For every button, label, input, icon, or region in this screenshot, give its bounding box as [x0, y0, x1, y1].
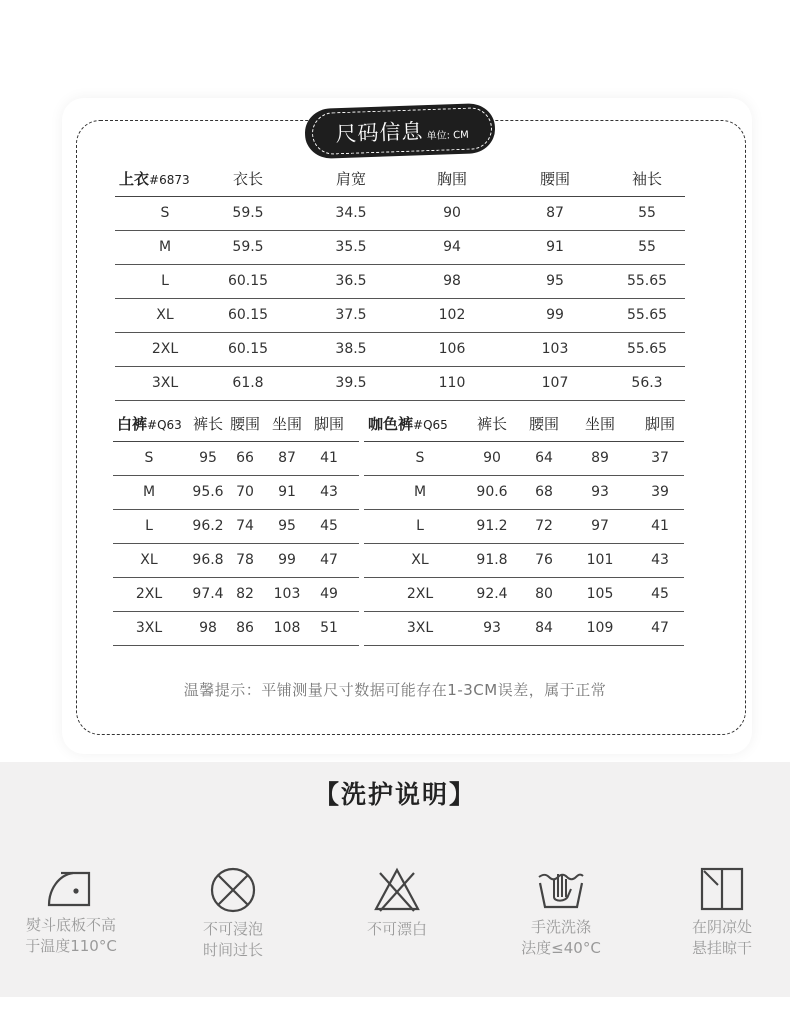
value-cell: 94 [443, 239, 461, 255]
table-row [113, 442, 359, 476]
value-cell: 98 [199, 620, 217, 636]
table-row [113, 544, 359, 578]
table-header-row [113, 408, 359, 442]
care-item-handwash [491, 865, 631, 959]
column-header: 腰围 [539, 170, 570, 188]
value-cell: 101 [586, 552, 614, 568]
value-cell: 59.5 [232, 239, 264, 255]
value-cell: 103 [273, 586, 301, 602]
care-label-line: 熨斗底板不高 [25, 916, 116, 934]
value-cell: 87 [278, 450, 296, 466]
value-cell: 45 [320, 518, 338, 534]
value-cell: 90.6 [476, 484, 508, 500]
table-code: #Q63 [147, 418, 182, 432]
value-cell: 91.8 [476, 552, 508, 568]
value-cell: 47 [320, 552, 338, 568]
value-cell: 74 [236, 518, 254, 534]
table-code: #Q65 [413, 418, 448, 432]
value-cell: 49 [320, 586, 338, 602]
column-header: 裤长 [476, 415, 507, 433]
value-cell: 92.4 [476, 586, 508, 602]
table-row [364, 510, 684, 544]
value-cell: 80 [535, 586, 553, 602]
coffee-pants-size-table [364, 408, 684, 646]
value-cell: 98 [443, 273, 461, 289]
table-row [115, 197, 685, 231]
care-label-line: 手洗洗涤 [530, 918, 591, 936]
value-cell: 34.5 [335, 205, 367, 221]
value-cell: 97.4 [192, 586, 224, 602]
value-cell: 78 [236, 552, 254, 568]
size-cell: XL [156, 307, 174, 323]
care-item-hang-dry [652, 865, 790, 959]
size-cell: M [413, 484, 427, 500]
table-row [115, 367, 685, 401]
table-row [364, 544, 684, 578]
value-cell: 43 [320, 484, 338, 500]
size-cell: 3XL [135, 620, 163, 636]
table-header-row [364, 408, 684, 442]
hand-wash-icon [535, 865, 587, 913]
size-cell: 3XL [151, 375, 179, 391]
value-cell: 105 [586, 586, 614, 602]
value-cell: 93 [483, 620, 501, 636]
value-cell: 55 [638, 239, 656, 255]
value-cell: 37 [651, 450, 669, 466]
size-cell: S [415, 450, 425, 466]
value-cell: 55.65 [626, 273, 668, 289]
care-label-line: 不可浸泡 [202, 920, 263, 938]
value-cell: 89 [591, 450, 609, 466]
table-row [115, 299, 685, 333]
care-label-line: 不可漂白 [366, 920, 427, 938]
value-cell: 99 [546, 307, 564, 323]
do-not-soak-icon [208, 865, 258, 915]
table-row [115, 231, 685, 265]
value-cell: 39.5 [335, 375, 367, 391]
hang-dry-shade-icon [698, 865, 746, 913]
value-cell: 60.15 [227, 307, 269, 323]
table-row [364, 476, 684, 510]
value-cell: 93 [591, 484, 609, 500]
table-name [117, 408, 182, 441]
size-cell: 3XL [406, 620, 434, 636]
value-cell: 95 [278, 518, 296, 534]
size-cell: XL [140, 552, 158, 568]
column-header: 袖长 [631, 170, 662, 188]
value-cell: 90 [483, 450, 501, 466]
table-row [113, 476, 359, 510]
do-not-bleach-icon [372, 865, 422, 915]
value-cell: 95 [199, 450, 217, 466]
value-cell: 82 [236, 586, 254, 602]
value-cell: 45 [651, 586, 669, 602]
size-cell: M [158, 239, 172, 255]
table-row [364, 578, 684, 612]
size-cell: L [416, 518, 424, 534]
value-cell: 106 [438, 341, 466, 357]
section-title: 尺码信息 [335, 119, 424, 147]
size-cell: S [160, 205, 170, 221]
care-label-line: 法度≤40°C [521, 939, 601, 957]
column-header: 坐围 [271, 415, 302, 433]
value-cell: 86 [236, 620, 254, 636]
table-name-text: 咖色裤 [368, 415, 414, 433]
size-cell: 2XL [406, 586, 434, 602]
table-row [113, 510, 359, 544]
care-label-line: 悬挂晾干 [691, 939, 752, 957]
value-cell: 39 [651, 484, 669, 500]
size-cell: L [161, 273, 169, 289]
column-header: 裤长 [192, 415, 223, 433]
value-cell: 37.5 [335, 307, 367, 323]
value-cell: 95 [546, 273, 564, 289]
measurement-tip: 温馨提示：平铺测量尺寸数据可能存在1-3CM误差，属于正常 [183, 681, 607, 699]
value-cell: 55.65 [626, 307, 668, 323]
size-cell: S [144, 450, 154, 466]
value-cell: 64 [535, 450, 553, 466]
value-cell: 99 [278, 552, 296, 568]
size-cell: XL [411, 552, 429, 568]
care-label-line: 于温度110°C [25, 937, 117, 955]
table-row [364, 612, 684, 646]
column-header: 胸围 [436, 170, 467, 188]
iron-icon [43, 865, 99, 911]
column-header: 脚围 [313, 415, 344, 433]
unit-label: 单位: CM [426, 129, 469, 142]
table-header-row [115, 163, 685, 197]
table-name-text: 白裤 [117, 415, 148, 433]
table-name [368, 408, 448, 441]
table-row [113, 578, 359, 612]
care-item-soak [163, 865, 303, 961]
table-row [113, 612, 359, 646]
column-header: 脚围 [644, 415, 675, 433]
care-label-line: 在阴凉处 [691, 918, 752, 936]
title-badge-inner [311, 107, 492, 155]
value-cell: 91.2 [476, 518, 508, 534]
value-cell: 90 [443, 205, 461, 221]
table-row [115, 333, 685, 367]
table-code: #6873 [149, 173, 190, 187]
value-cell: 107 [541, 375, 569, 391]
value-cell: 96.8 [192, 552, 224, 568]
value-cell: 109 [586, 620, 614, 636]
value-cell: 110 [438, 375, 466, 391]
value-cell: 95.6 [192, 484, 224, 500]
value-cell: 59.5 [232, 205, 264, 221]
value-cell: 38.5 [335, 341, 367, 357]
value-cell: 103 [541, 341, 569, 357]
column-header: 坐围 [584, 415, 615, 433]
care-label-line: 时间过长 [202, 941, 263, 959]
column-header: 衣长 [232, 170, 263, 188]
value-cell: 108 [273, 620, 301, 636]
value-cell: 72 [535, 518, 553, 534]
value-cell: 87 [546, 205, 564, 221]
column-header: 腰围 [229, 415, 260, 433]
value-cell: 56.3 [631, 375, 663, 391]
value-cell: 70 [236, 484, 254, 500]
table-row [115, 265, 685, 299]
value-cell: 35.5 [335, 239, 367, 255]
size-cell: M [142, 484, 156, 500]
value-cell: 43 [651, 552, 669, 568]
value-cell: 91 [278, 484, 296, 500]
value-cell: 55 [638, 205, 656, 221]
white-pants-size-table [113, 408, 359, 646]
value-cell: 91 [546, 239, 564, 255]
care-title: 【洗护说明】 [313, 780, 476, 809]
value-cell: 47 [651, 620, 669, 636]
value-cell: 84 [535, 620, 553, 636]
value-cell: 51 [320, 620, 338, 636]
value-cell: 60.15 [227, 341, 269, 357]
column-header: 肩宽 [335, 170, 366, 188]
value-cell: 61.8 [232, 375, 264, 391]
value-cell: 36.5 [335, 273, 367, 289]
value-cell: 102 [438, 307, 466, 323]
value-cell: 96.2 [192, 518, 224, 534]
size-cell: 2XL [151, 341, 179, 357]
column-header: 腰围 [528, 415, 559, 433]
table-name [119, 163, 190, 196]
size-cell: 2XL [135, 586, 163, 602]
value-cell: 55.65 [626, 341, 668, 357]
value-cell: 41 [651, 518, 669, 534]
value-cell: 41 [320, 450, 338, 466]
value-cell: 60.15 [227, 273, 269, 289]
value-cell: 66 [236, 450, 254, 466]
care-item-bleach [327, 865, 467, 940]
top-size-table [115, 163, 685, 401]
value-cell: 68 [535, 484, 553, 500]
value-cell: 97 [591, 518, 609, 534]
size-cell: L [145, 518, 153, 534]
care-item-iron [1, 865, 141, 957]
value-cell: 76 [535, 552, 553, 568]
table-row [364, 442, 684, 476]
table-name-text: 上衣 [119, 170, 150, 188]
